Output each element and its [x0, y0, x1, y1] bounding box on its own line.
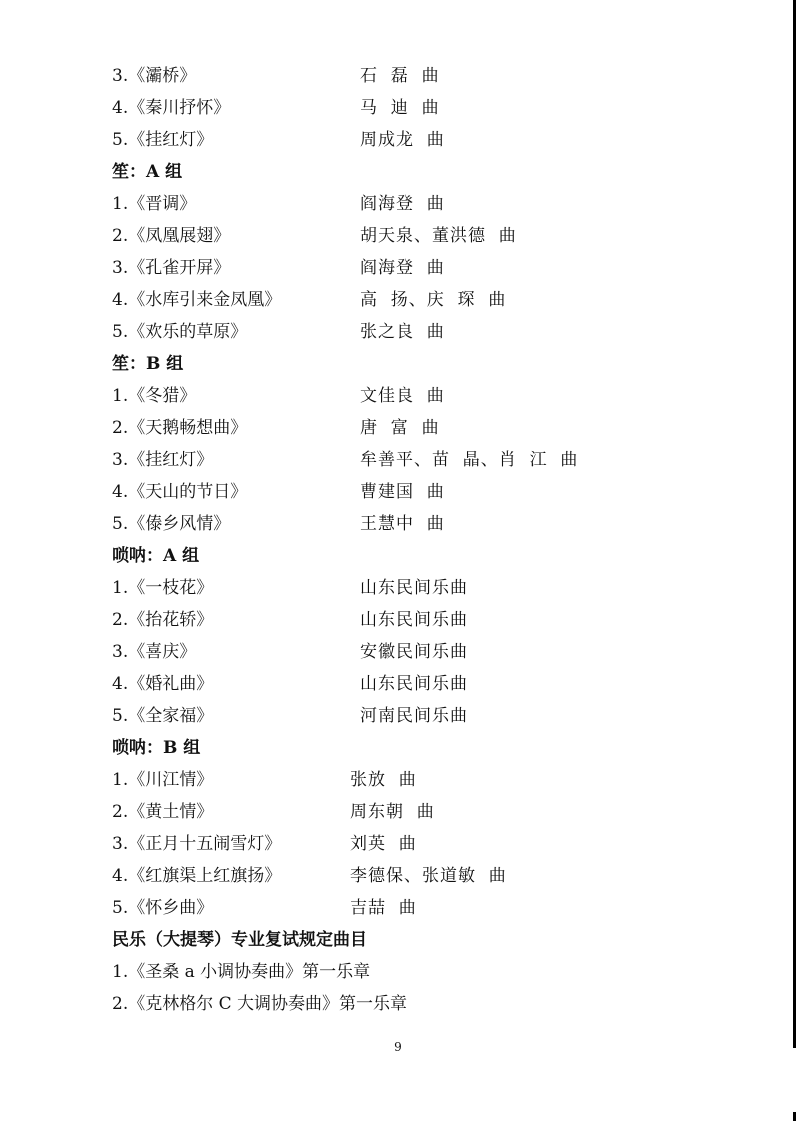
piece-title: 5.《傣乡风情》: [112, 514, 231, 534]
section-heading: 笙：A 组: [112, 162, 183, 182]
list-item: [112, 284, 507, 316]
list-item: [112, 92, 440, 124]
piece-title: 1.《一枝花》: [112, 578, 214, 598]
piece-title: 4.《红旗渠上红旗扬》: [112, 866, 282, 886]
composer-credit: 石 磊 曲: [360, 66, 440, 86]
list-item: [112, 60, 440, 92]
composer-credit: 周东朝 曲: [350, 802, 435, 822]
list-item: [112, 700, 468, 732]
composer-credit: 山东民间乐曲: [360, 578, 468, 598]
list-item: [112, 796, 435, 828]
list-item: [112, 892, 417, 924]
piece-title: 4.《天山的节日》: [112, 482, 248, 502]
list-item: [112, 956, 370, 988]
piece-title: 5.《挂红灯》: [112, 130, 214, 150]
composer-credit: 周成龙 曲: [360, 130, 445, 150]
section-heading: 唢呐：B 组: [112, 738, 201, 758]
piece-title: 2.《天鹅畅想曲》: [112, 418, 248, 438]
list-item: [112, 508, 445, 540]
composer-credit: 安徽民间乐曲: [360, 642, 468, 662]
composer-credit: 李德保、张道敏 曲: [350, 866, 507, 886]
list-item: [112, 764, 417, 796]
list-item: [112, 220, 517, 252]
list-item: [112, 380, 445, 412]
list-item: [112, 828, 417, 860]
list-item: [112, 860, 507, 892]
list-item: [112, 476, 445, 508]
list-item: [112, 604, 468, 636]
composer-credit: 王慧中 曲: [360, 514, 445, 534]
composer-credit: 曹建国 曲: [360, 482, 445, 502]
page-number: 9: [394, 1040, 402, 1054]
piece-title: 2.《黄土情》: [112, 802, 214, 822]
composer-credit: 吉喆 曲: [350, 898, 417, 918]
piece-title: 1.《冬猎》: [112, 386, 197, 406]
section-heading: 唢呐：A 组: [112, 546, 200, 566]
piece-title: 3.《喜庆》: [112, 642, 197, 662]
list-item: [112, 444, 579, 476]
composer-credit: 山东民间乐曲: [360, 610, 468, 630]
piece-title: 3.《挂红灯》: [112, 450, 214, 470]
piece-title: 4.《婚礼曲》: [112, 674, 214, 694]
list-item: [112, 316, 445, 348]
list-item: [112, 572, 468, 604]
piece-title: 1.《圣桑 a 小调协奏曲》第一乐章: [112, 962, 371, 982]
piece-title: 3.《正月十五闹雪灯》: [112, 834, 282, 854]
piece-title: 3.《孔雀开屏》: [112, 258, 231, 278]
list-item: [112, 188, 445, 220]
list-item: [112, 412, 440, 444]
list-item: [112, 668, 468, 700]
composer-credit: 阎海登 曲: [360, 194, 445, 214]
piece-title: 1.《川江情》: [112, 770, 214, 790]
composer-credit: 张放 曲: [350, 770, 417, 790]
list-item: [112, 636, 468, 668]
composer-credit: 河南民间乐曲: [360, 706, 468, 726]
composer-credit: 牟善平、苗 晶、肖 江 曲: [360, 450, 579, 470]
piece-title: 1.《晋调》: [112, 194, 197, 214]
list-item: [112, 124, 445, 156]
composer-credit: 马 迪 曲: [360, 98, 440, 118]
list-item: [112, 988, 407, 1020]
section-heading: 笙：B 组: [112, 354, 184, 374]
piece-title: 2.《抬花轿》: [112, 610, 214, 630]
composer-credit: 阎海登 曲: [360, 258, 445, 278]
piece-title: 5.《怀乡曲》: [112, 898, 214, 918]
list-item: [112, 252, 445, 284]
composer-credit: 文佳良 曲: [360, 386, 445, 406]
piece-title: 4.《水库引来金凤凰》: [112, 290, 282, 310]
composer-credit: 山东民间乐曲: [360, 674, 468, 694]
composer-credit: 胡天泉、董洪德 曲: [360, 226, 517, 246]
piece-title: 4.《秦川抒怀》: [112, 98, 231, 118]
composer-credit: 高 扬、庆 琛 曲: [360, 290, 507, 310]
section-heading: 民乐（大提琴）专业复试规定曲目: [112, 930, 367, 950]
composer-credit: 张之良 曲: [360, 322, 445, 342]
piece-title: 2.《克林格尔 C 大调协奏曲》第一乐章: [112, 994, 408, 1014]
piece-title: 2.《凤凰展翅》: [112, 226, 231, 246]
piece-title: 5.《欢乐的草原》: [112, 322, 248, 342]
piece-title: 3.《灞桥》: [112, 66, 197, 86]
composer-credit: 刘英 曲: [350, 834, 417, 854]
piece-title: 5.《全家福》: [112, 706, 214, 726]
composer-credit: 唐 富 曲: [360, 418, 440, 438]
